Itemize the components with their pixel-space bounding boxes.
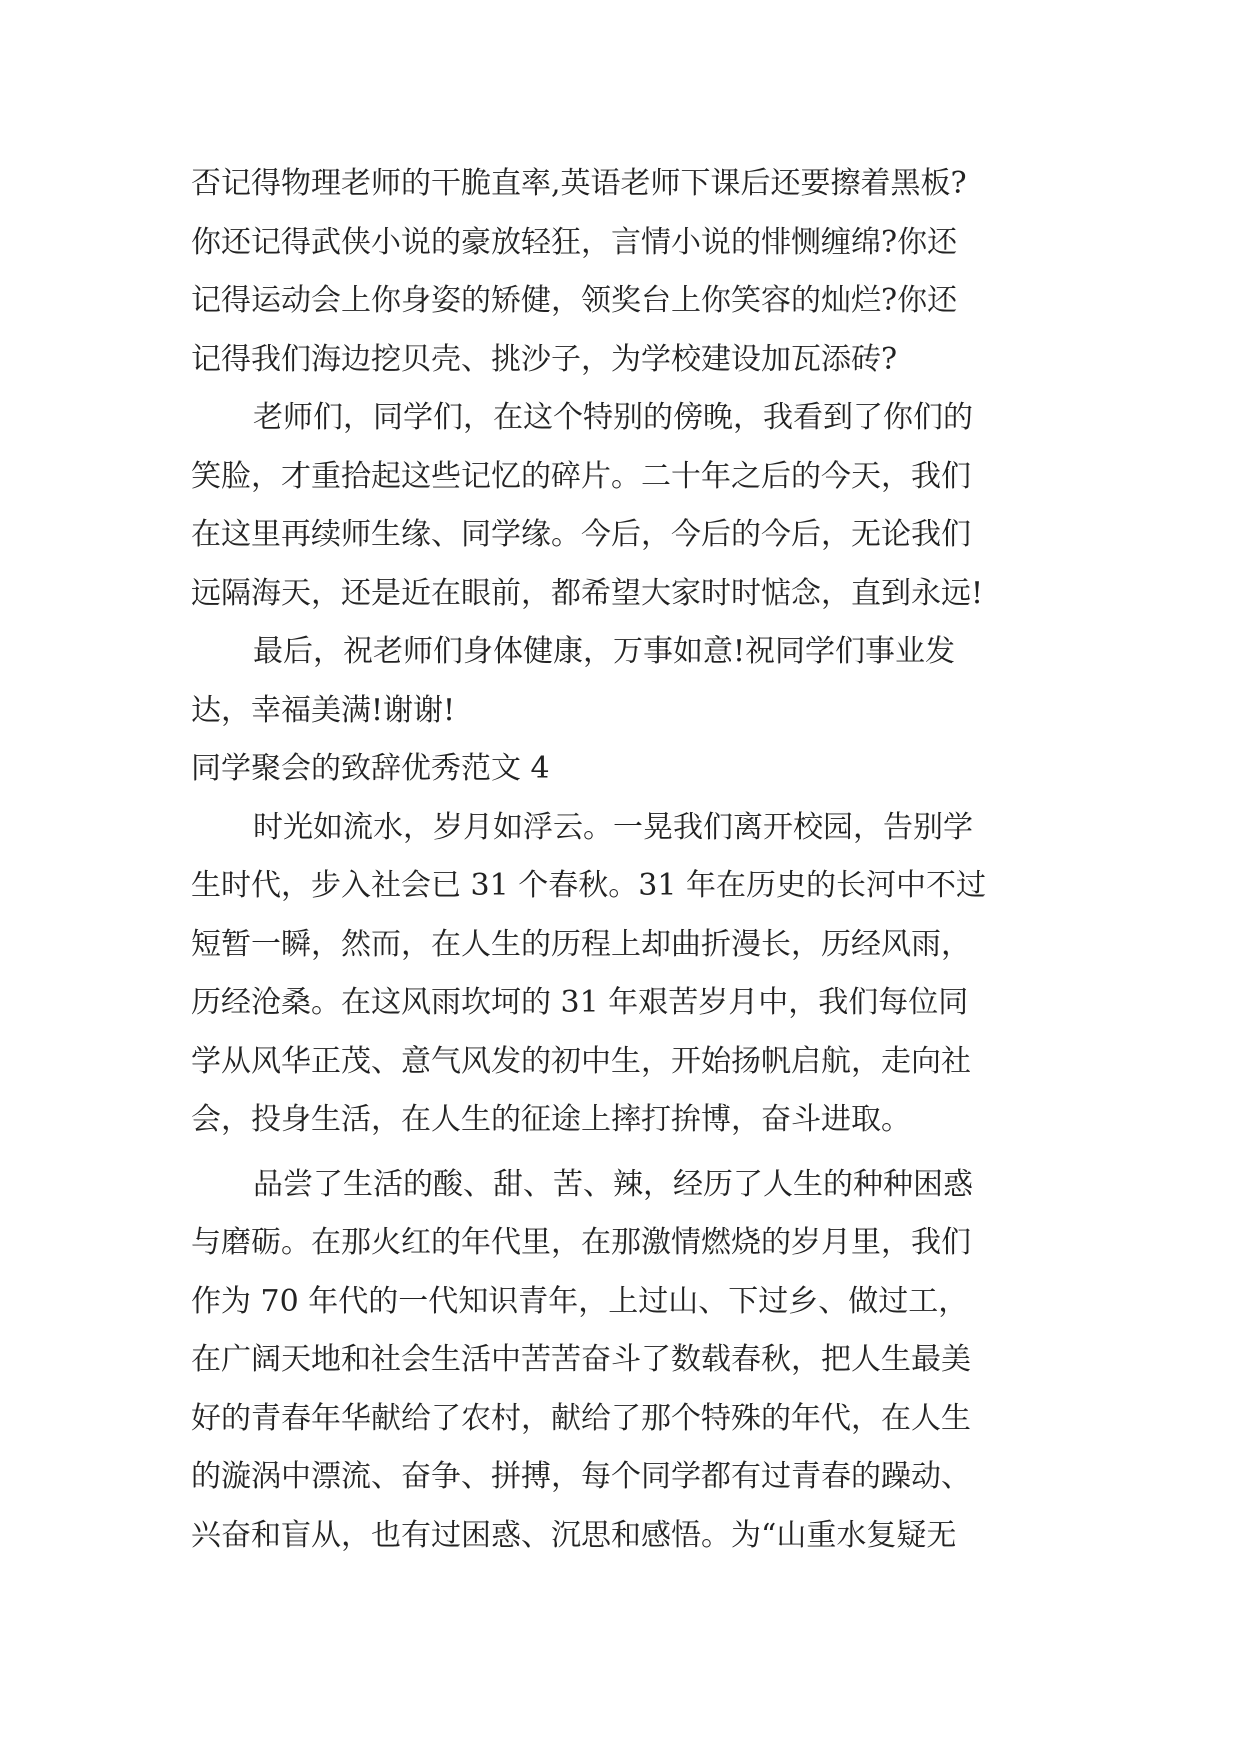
text-line: 记得我们海边挖贝壳、挑沙子，为学校建设加瓦添砖? — [191, 341, 898, 377]
section-heading: 同学聚会的致辞优秀范文 4 — [191, 751, 550, 786]
text-line: 在广阔天地和社会生活中苦苦奋斗了数载春秋，把人生最美 — [191, 1342, 971, 1377]
text-line: 好的青春年华献给了农村，献给了那个特殊的年代，在人生 — [191, 1400, 971, 1436]
document-body — [191, 155, 1061, 1565]
paragraph-first-line: 时光如流水，岁月如浮云。一晃我们离开校园，告别学 — [253, 809, 973, 845]
text-line: 记得运动会上你身姿的矫健，领奖台上你笑容的灿烂?你还 — [191, 283, 958, 318]
text-line: 的漩涡中漂流、奋争、拼搏，每个同学都有过青春的躁动、 — [191, 1459, 971, 1494]
text-line: 否记得物理老师的干脆直率,英语老师下课后还要擦着黑板? — [191, 166, 967, 201]
text-line: 历经沧桑。在这风雨坎坷的 31 年艰苦岁月中，我们每位同 — [191, 985, 969, 1020]
text-line: 远隔海天，还是近在眼前，都希望大家时时惦念，直到永远! — [191, 575, 984, 611]
text-line: 作为 70 年代的一代知识青年，上过山、下过乡、做过工， — [191, 1283, 969, 1319]
text-line: 学从风华正茂、意气风发的初中生，开始扬帆启航，走向社 — [191, 1043, 971, 1079]
text-line: 与磨砺。在那火红的年代里，在那激情燃烧的岁月里，我们 — [191, 1225, 971, 1260]
text-line: 兴奋和盲从，也有过困惑、沉思和感悟。为“山重水复疑无 — [191, 1517, 957, 1553]
text-line: 在这里再续师生缘、同学缘。今后，今后的今后，无论我们 — [191, 517, 971, 552]
text-line: 短暂一瞬，然而，在人生的历程上却曲折漫长，历经风雨， — [191, 926, 971, 962]
text-line: 会，投身生活，在人生的征途上摔打拚博，奋斗进取。 — [191, 1102, 911, 1137]
paragraph-first-line: 品尝了生活的酸、甜、苦、辣，经历了人生的种种困惑 — [253, 1166, 973, 1202]
text-line: 笑脸，才重拾起这些记忆的碎片。二十年之后的今天，我们 — [191, 458, 971, 494]
text-line: 达，幸福美满!谢谢! — [191, 692, 456, 728]
paragraph-first-line: 最后，祝老师们身体健康，万事如意!祝同学们事业发 — [253, 634, 956, 669]
paragraph-first-line: 老师们，同学们，在这个特别的傍晚，我看到了你们的 — [253, 400, 973, 435]
text-line: 生时代，步入社会已 31 个春秋。31 年在历史的长河中不过 — [191, 868, 986, 903]
text-line: 你还记得武侠小说的豪放轻狂，言情小说的悱恻缠绵?你还 — [191, 224, 958, 260]
